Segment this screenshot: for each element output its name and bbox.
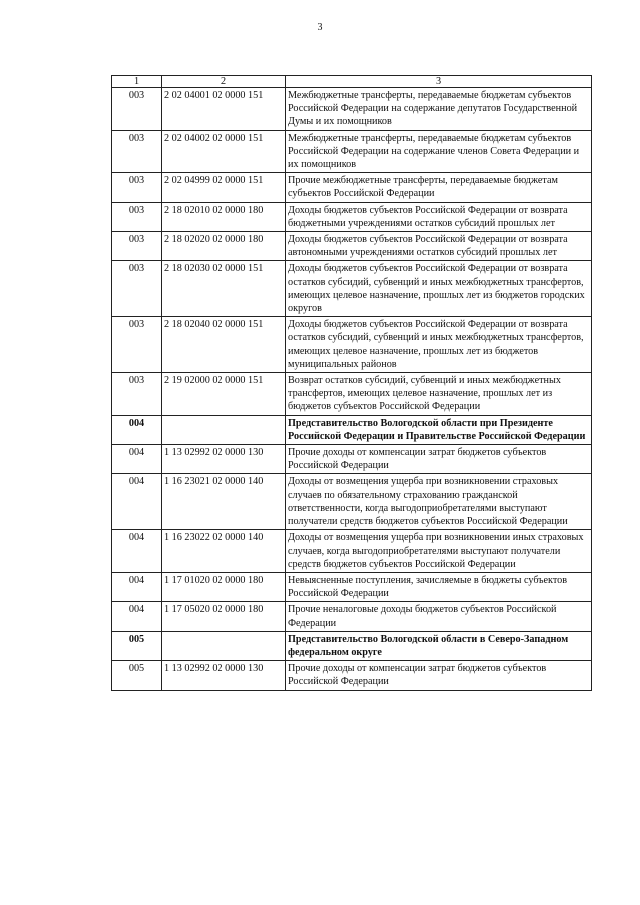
cell-admin-code: 003 xyxy=(112,88,162,131)
cell-budget-code: 1 17 01020 02 0000 180 xyxy=(162,572,286,601)
cell-budget-code: 1 13 02992 02 0000 130 xyxy=(162,445,286,474)
cell-description: Доходы бюджетов субъектов Российской Федерации от возврата остатков субсидий, субвенций и иных межбюджетных трансфертов, имеющих целевое назначение, прошлых лет из бюджетов городских округов xyxy=(286,261,592,317)
cell-description: Межбюджетные трансферты, передаваемые бюджетам субъектов Российской Федерации на содержание депутатов Государственной Думы и их помощников xyxy=(286,88,592,131)
table-section-heading-row xyxy=(112,415,592,444)
table-row xyxy=(112,88,592,131)
column-header-description: 3 xyxy=(286,76,592,88)
table-row xyxy=(112,572,592,601)
cell-description: Прочие доходы от компенсации затрат бюджетов субъектов Российской Федерации xyxy=(286,661,592,690)
cell-budget-code: 2 02 04001 02 0000 151 xyxy=(162,88,286,131)
table-header-row xyxy=(112,76,592,88)
cell-admin-code: 005 xyxy=(112,631,162,660)
cell-budget-code: 2 02 04002 02 0000 151 xyxy=(162,130,286,173)
cell-budget-code: 2 19 02000 02 0000 151 xyxy=(162,373,286,416)
table-row xyxy=(112,130,592,173)
cell-budget-code: 2 18 02020 02 0000 180 xyxy=(162,232,286,261)
cell-budget-code: 2 02 04999 02 0000 151 xyxy=(162,173,286,202)
table-row xyxy=(112,317,592,373)
cell-description: Межбюджетные трансферты, передаваемые бюджетам субъектов Российской Федерации на содержание членов Совета Федерации и их помощников xyxy=(286,130,592,173)
cell-admin-code: 004 xyxy=(112,602,162,631)
cell-description: Доходы бюджетов субъектов Российской Федерации от возврата бюджетными учреждениями остатков субсидий прошлых лет xyxy=(286,202,592,231)
page-number: 3 xyxy=(317,22,323,33)
cell-description: Представительство Вологодской области в Северо-Западном федеральном округе xyxy=(286,631,592,660)
table-row xyxy=(112,474,592,530)
cell-description: Доходы бюджетов субъектов Российской Федерации от возврата остатков субсидий, субвенций и иных межбюджетных трансфертов, имеющих целевое назначение, прошлых лет из бюджетов муниципальных районов xyxy=(286,317,592,373)
cell-admin-code: 004 xyxy=(112,530,162,573)
cell-description: Доходы бюджетов субъектов Российской Федерации от возврата автономными учреждениями остатков субсидий прошлых лет xyxy=(286,232,592,261)
table-row xyxy=(112,373,592,416)
cell-budget-code: 1 16 23021 02 0000 140 xyxy=(162,474,286,530)
cell-admin-code: 003 xyxy=(112,202,162,231)
cell-budget-code: 2 18 02040 02 0000 151 xyxy=(162,317,286,373)
cell-budget-code: 1 13 02992 02 0000 130 xyxy=(162,661,286,690)
cell-description: Возврат остатков субсидий, субвенций и иных межбюджетных трансфертов, имеющих целевое назначение, прошлых лет из бюджетов субъектов Российской Федерации xyxy=(286,373,592,416)
cell-admin-code: 003 xyxy=(112,173,162,202)
column-header-code: 2 xyxy=(162,76,286,88)
cell-admin-code: 003 xyxy=(112,317,162,373)
cell-admin-code: 004 xyxy=(112,572,162,601)
cell-description: Доходы от возмещения ущерба при возникновении иных страховых случаев, когда выгодоприобретателями выступают получатели средств бюджетов субъектов Российской Федерации xyxy=(286,530,592,573)
cell-description: Прочие неналоговые доходы бюджетов субъектов Российской Федерации xyxy=(286,602,592,631)
budget-codes-table xyxy=(111,75,592,691)
table-row xyxy=(112,173,592,202)
table-row xyxy=(112,261,592,317)
cell-admin-code: 003 xyxy=(112,232,162,261)
cell-budget-code xyxy=(162,631,286,660)
table-row xyxy=(112,530,592,573)
cell-budget-code: 2 18 02010 02 0000 180 xyxy=(162,202,286,231)
cell-description: Невыясненные поступления, зачисляемые в бюджеты субъектов Российской Федерации xyxy=(286,572,592,601)
column-header-admin: 1 xyxy=(112,76,162,88)
cell-description: Прочие межбюджетные трансферты, передаваемые бюджетам субъектов Российской Федерации xyxy=(286,173,592,202)
table-row xyxy=(112,202,592,231)
cell-budget-code: 2 18 02030 02 0000 151 xyxy=(162,261,286,317)
cell-admin-code: 004 xyxy=(112,474,162,530)
cell-budget-code xyxy=(162,415,286,444)
table-row xyxy=(112,445,592,474)
cell-admin-code: 005 xyxy=(112,661,162,690)
cell-budget-code: 1 17 05020 02 0000 180 xyxy=(162,602,286,631)
cell-admin-code: 003 xyxy=(112,261,162,317)
cell-description: Прочие доходы от компенсации затрат бюджетов субъектов Российской Федерации xyxy=(286,445,592,474)
table-section-heading-row xyxy=(112,631,592,660)
cell-admin-code: 004 xyxy=(112,415,162,444)
cell-description: Представительство Вологодской области при Президенте Российской Федерации и Правительстве Российской Федерации xyxy=(286,415,592,444)
cell-budget-code: 1 16 23022 02 0000 140 xyxy=(162,530,286,573)
cell-admin-code: 004 xyxy=(112,445,162,474)
table-row xyxy=(112,661,592,690)
cell-admin-code: 003 xyxy=(112,130,162,173)
cell-admin-code: 003 xyxy=(112,373,162,416)
table-row xyxy=(112,232,592,261)
table-row xyxy=(112,602,592,631)
cell-description: Доходы от возмещения ущерба при возникновении страховых случаев по обязательному страхованию гражданской ответственности, когда выгодоприобретателями выступают получатели средств бюджетов субъектов Российской Федерации xyxy=(286,474,592,530)
